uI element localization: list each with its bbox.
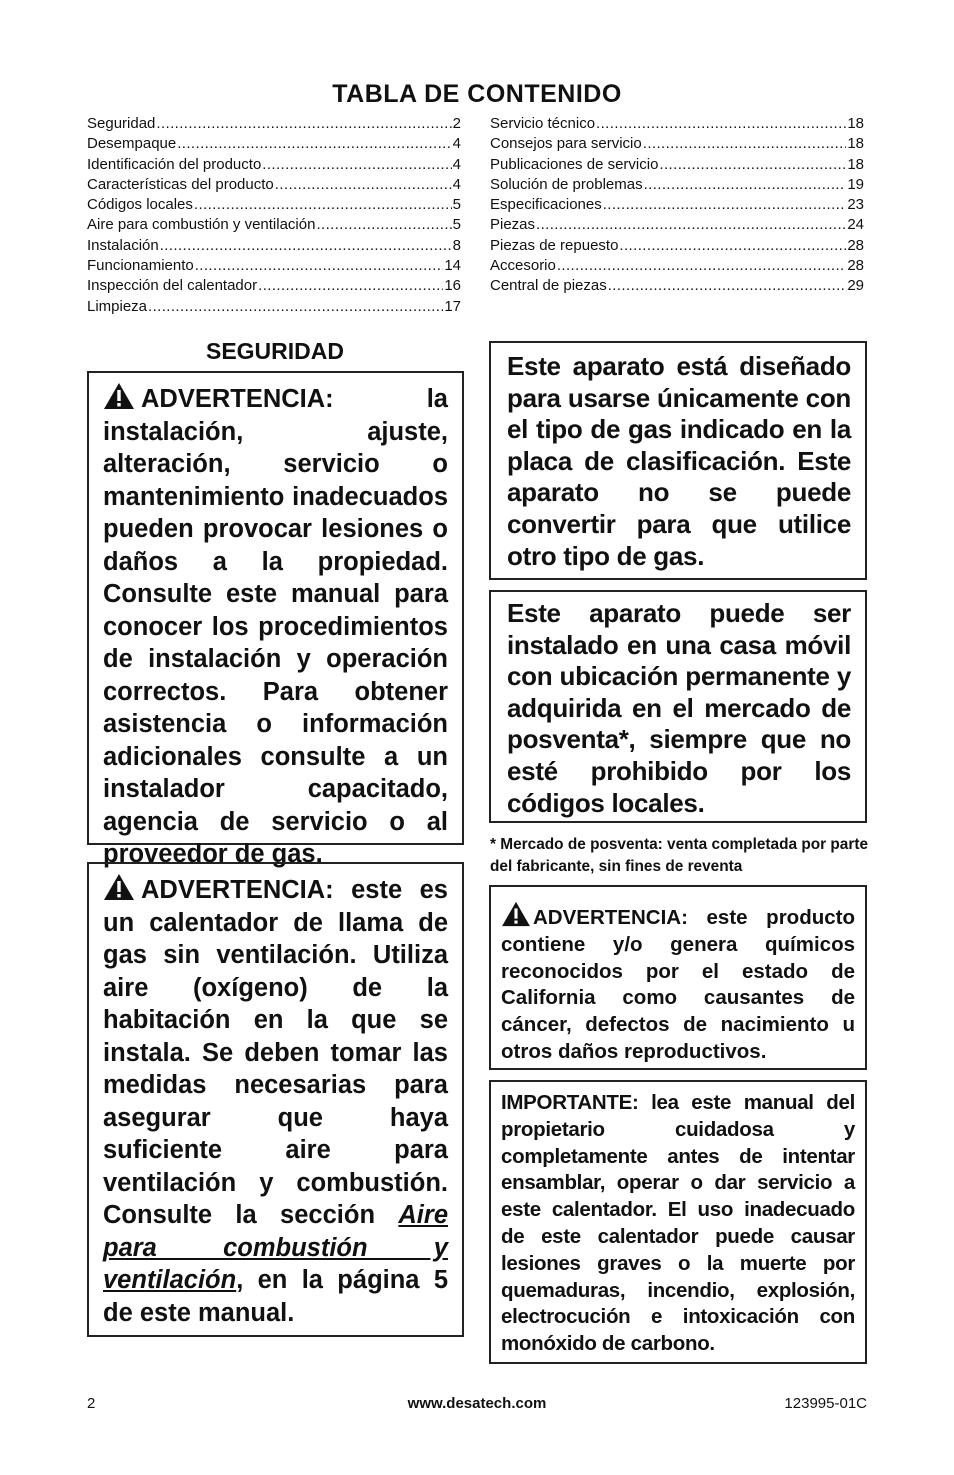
toc-entry[interactable]: Publicaciones de servicio ..... 18 [490,155,864,175]
warning-box-ventilation [87,862,464,1337]
warning-triangle-icon [103,382,135,410]
gas-type-notice [489,341,867,580]
warning-text-tail: , en la página 5 de este manual. [103,1266,448,1327]
warning-box-california [489,885,867,1070]
mobile-home-notice [489,590,867,823]
toc-entry[interactable]: Instalación ..... 8 [87,236,461,256]
toc-entry[interactable]: Características del producto ..... 4 [87,175,461,195]
toc-entry[interactable]: Solución de problemas ..... 19 [490,175,864,195]
warning-text: ADVERTENCIA: este es un calentador de llama de gas sin ventilación. Utiliza aire (oxígeno) de la habitación en la que se instala. Se deben tomar las medidas necesarias para asegurar que haya suficiente aire para ventilación y combustión. Consulte la sección [103,876,448,1229]
toc-entry[interactable]: Piezas ..... 24 [490,215,864,235]
toc-entry[interactable]: Identificación del producto ..... 4 [87,155,461,175]
toc-entry[interactable]: Accesorio ..... 28 [490,256,864,276]
warning-text: ADVERTENCIA: este producto contiene y/o genera químicos reconocidos por el estado de California como causantes de cáncer, defectos de nacimiento u otros daños reproductivos. [501,906,855,1063]
toc-entry[interactable]: Central de piezas ..... 29 [490,276,864,296]
toc-right-column [490,114,864,297]
warning-triangle-icon [501,901,531,927]
footnote: * Mercado de posventa: venta completada por parte del fabricante, sin fines de reventa [490,836,869,875]
toc-entry[interactable]: Funcionamiento ..... 14 [87,256,461,276]
toc-entry[interactable]: Especificaciones ..... 23 [490,195,864,215]
toc-entry[interactable]: Aire para combustión y ventilación ..... 5 [87,215,461,235]
toc-entry[interactable]: Inspección del calentador ..... 16 [87,276,461,296]
warning-triangle-icon [103,873,135,901]
toc-entry[interactable]: Piezas de repuesto ..... 28 [490,236,864,256]
page-number: 2 [87,1395,96,1412]
section-title-safety: SEGURIDAD [205,338,344,364]
warning-text: ADVERTENCIA: la instalación, ajuste, alteración, servicio o mantenimiento inadecuados pueden provocar lesiones o daños a la propiedad. Consulte este manual para conocer los procedimientos de instalación y operación correctos. Para obtener asistencia o información adicionales consulte a un instalador capacitado, agencia de servicio o al proveedor de gas. [103,385,448,868]
document-number: 123995-01C [784,1395,867,1412]
toc-entry[interactable]: Servicio técnico ..... 18 [490,114,864,134]
important-notice [489,1080,867,1364]
notice-text: IMPORTANTE: lea este manual del propietario cuidadosa y completamente antes de intentar ensamblar, operar o dar servicio a este calentador. El uso inadecuado de este calentador puede causar lesiones graves o la muerte por quemaduras, incendio, explosión, electrocución e intoxicación con monóxido de carbono. [501,1091,855,1356]
notice-text: Este aparato está diseñado para usarse únicamente con el tipo de gas indicado en la placa de clasificación. Este aparato no se puede convertir para que utilice otro tipo de gas. [507,351,851,571]
toc-entry[interactable]: Seguridad ..... 2 [87,114,461,134]
toc-title: TABLA DE CONTENIDO [332,80,622,108]
toc-entry[interactable]: Consejos para servicio ..... 18 [490,134,864,154]
toc-left-column [87,114,461,317]
toc-entry[interactable]: Códigos locales ..... 5 [87,195,461,215]
warning-box-installation [87,371,464,868]
toc-entry[interactable]: Limpieza ..... 17 [87,297,461,317]
toc-entry[interactable]: Desempaque ..... 4 [87,134,461,154]
notice-text: Este aparato puede ser instalado en una casa móvil con ubicación permanente y adquirida en el mercado de posventa*, siempre que no esté prohibido por los códigos locales. [507,598,851,818]
section-reference-link[interactable]: Aire para combustión y ventilación [103,1201,448,1294]
website-link[interactable]: www.desatech.com [407,1395,547,1412]
